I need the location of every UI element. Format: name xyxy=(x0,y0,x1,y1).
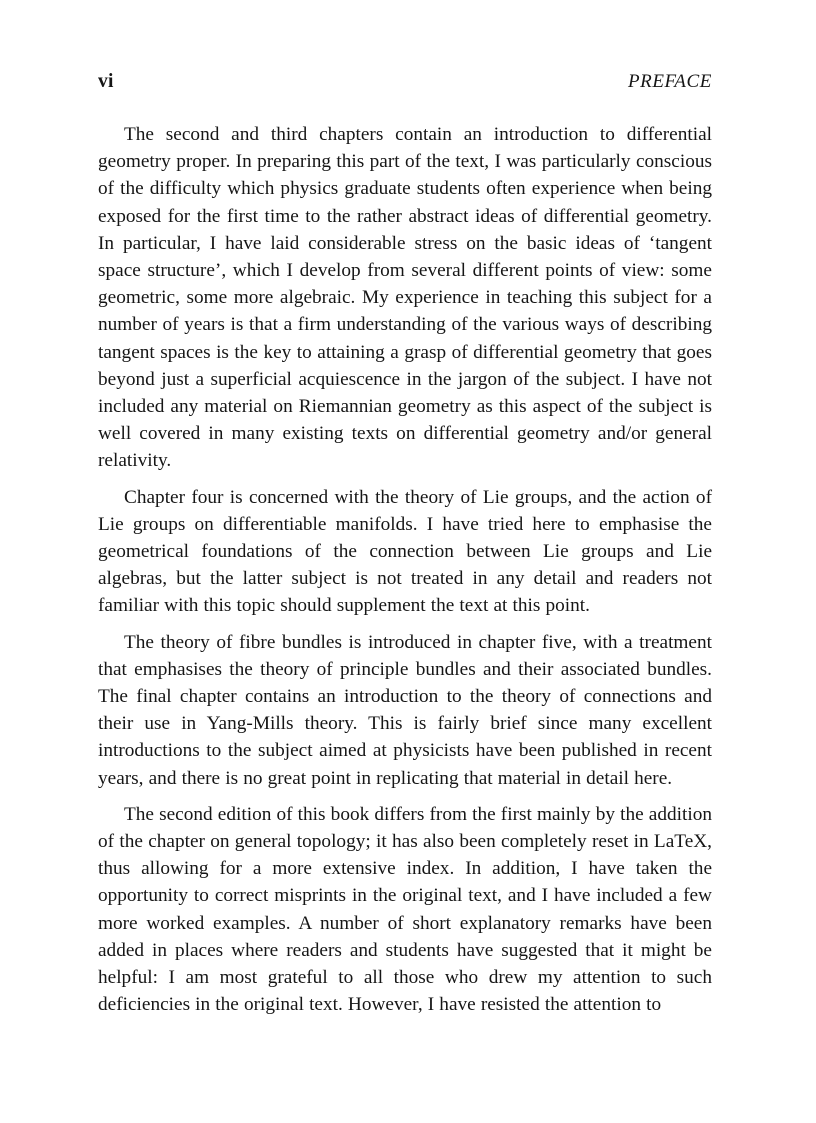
page-number: vi xyxy=(98,71,114,92)
paragraph: The theory of fibre bundles is introduced in chapter five, with a treatment that emphasises the theory of principle bundles and their associated bundles. The final chapter contains an introduction to the theory of connections and their use in Yang-Mills theory. This is fairly brief since many excellent introductions to the subject aimed at physicists have been published in recent years, and there is no great point in replicating that material in detail here. xyxy=(98,631,712,789)
paragraph: Chapter four is concerned with the theory of Lie groups, and the action of Lie groups on differentiable manifolds. I have tried here to emphasise the geometrical foundations of the connection between Lie groups and Lie algebras, but the latter subject is not treated in any detail and readers not familiar with this topic should supplement the text at this point. xyxy=(98,486,712,617)
paragraph: The second edition of this book differs from the first mainly by the addition of the chapter on general topology; it has also been completely reset in LaTeX, thus allowing for a more extensive index. In addition, I have taken the opportunity to correct misprints in the original text, and I have included a few more worked examples. A number of short explanatory remarks have been added in places where readers and students have suggested that it might be helpful: I am most grateful to all those who drew my attention to such deficiencies in the original text. However, I have resisted the attention to xyxy=(98,803,712,1016)
running-head-title: PREFACE xyxy=(627,71,712,92)
running-head xyxy=(98,72,712,98)
body-text xyxy=(98,121,712,1019)
paragraph: The second and third chapters contain an introduction to differential geometry proper. In preparing this part of the text, I was particularly conscious of the difficulty which physics graduate students often experience when being exposed for the first time to the rather abstract ideas of differential geometry. In particular, I have laid considerable stress on the basic ideas of ‘tangent space structure’, which I develop from several different points of view: some geometric, some more algebraic. My experience in teaching this subject for a number of years is that a firm understanding of the various ways of describing tangent spaces is the key to attaining a grasp of differential geometry that goes beyond just a superficial acquiescence in the jargon of the subject. I have not included any material on Riemannian geometry as this aspect of the subject is well covered in many existing texts on differential geometry and/or general relativity. xyxy=(98,124,712,472)
